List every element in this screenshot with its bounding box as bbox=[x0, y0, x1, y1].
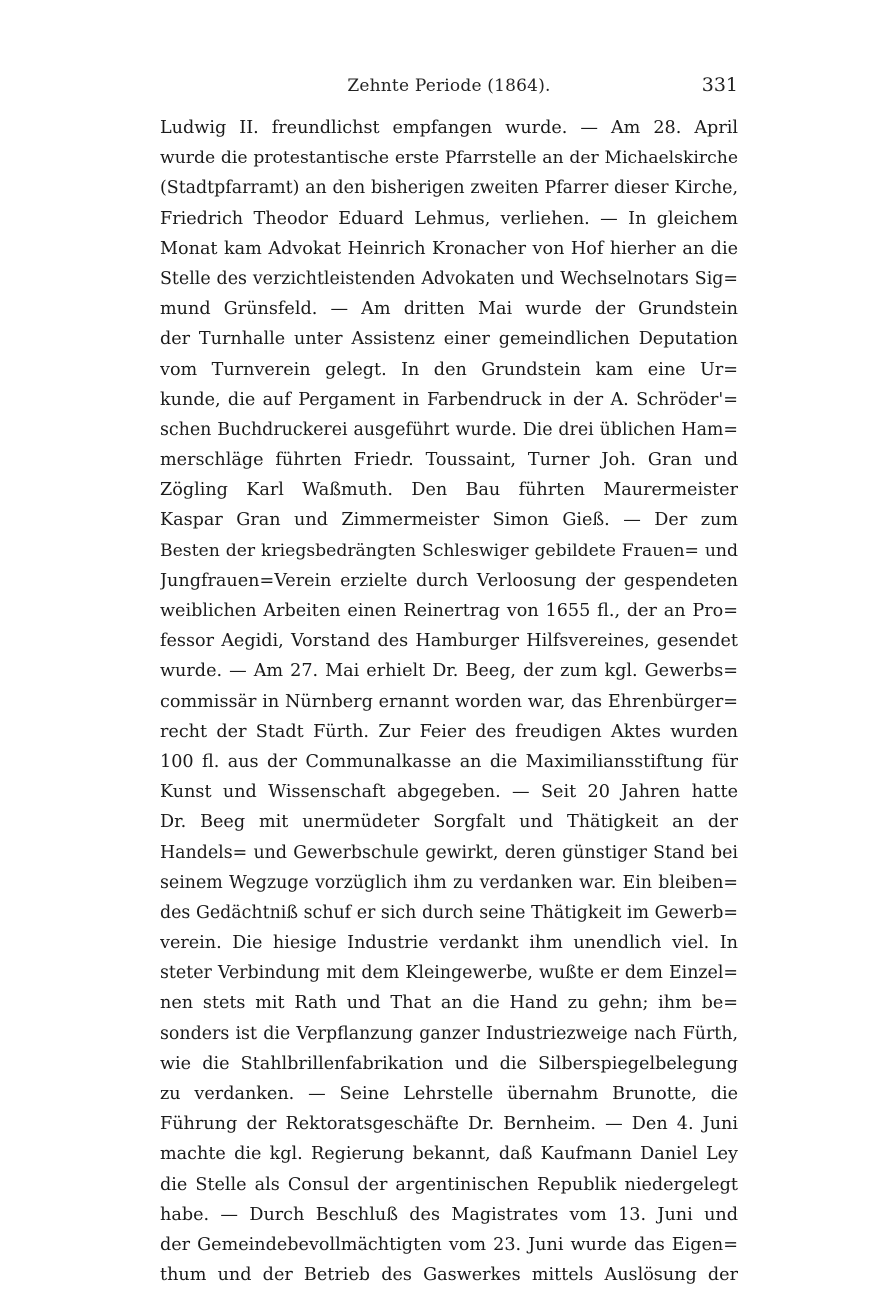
text-line: Monat kam Advokat Heinrich Kronacher von Hof hierher an die bbox=[160, 238, 738, 259]
text-line: vom Turnverein gelegt. In den Grundstein kam eine Ur= bbox=[160, 359, 738, 380]
text-line: verein. Die hiesige Industrie verdankt ihm unendlich viel. In bbox=[160, 933, 738, 954]
text-line: wurde die protestantische erste Pfarrstelle an der Michaelskirche bbox=[160, 148, 738, 169]
text-line: Ludwig II. freundlichst empfangen wurde. — Am 28. April bbox=[160, 118, 738, 138]
text-line: schen Buchdruckerei ausgeführt wurde. Die drei üblichen Ham= bbox=[160, 419, 738, 440]
text-line: Kunst und Wissenschaft abgegeben. — Seit 20 Jahren hatte bbox=[160, 782, 738, 803]
text-line: Kaspar Gran und Zimmermeister Simon Gieß. — Der zum bbox=[160, 510, 738, 531]
text-line: Stelle des verzichtleistenden Advokaten und Wechselnotars Sig= bbox=[160, 268, 738, 289]
text-line: machte die kgl. Regierung bekannt, daß Kaufmann Daniel Ley bbox=[160, 1144, 738, 1165]
text-line: wurde. — Am 27. Mai erhielt Dr. Beeg, der zum kgl. Gewerbs= bbox=[160, 661, 738, 682]
text-line: die Stelle als Consul der argentinischen Republik niedergelegt bbox=[160, 1174, 738, 1195]
text-line: commissär in Nürnberg ernannt worden war, das Ehrenbürger= bbox=[160, 691, 738, 712]
text-line: sonders ist die Verpflanzung ganzer Industriezweige nach Fürth, bbox=[160, 1023, 738, 1044]
text-line: 100 fl. aus der Communalkasse an die Maximiliansstiftung für bbox=[160, 751, 738, 772]
text-line: zu verdanken. — Seine Lehrstelle übernahm Brunotte, die bbox=[160, 1084, 738, 1104]
text-line: seinem Wegzuge vorzüglich ihm zu verdanken war. Ein bleiben= bbox=[160, 872, 738, 893]
text-line: Dr. Beeg mit unermüdeter Sorgfalt und Thätigkeit an der bbox=[160, 812, 738, 833]
text-line: fessor Aegidi, Vorstand des Hamburger Hilfsvereines, gesendet bbox=[160, 631, 738, 652]
text-line: Jungfrauen=Verein erzielte durch Verloosung der gespendeten bbox=[160, 570, 738, 591]
text-line: Handels= und Gewerbschule gewirkt, deren günstiger Stand bei bbox=[160, 842, 738, 863]
text-line: nen stets mit Rath und That an die Hand zu gehn; ihm be= bbox=[160, 993, 738, 1014]
text-line: mund Grünsfeld. — Am dritten Mai wurde der Grundstein bbox=[160, 299, 738, 320]
header-title: Zehnte Periode (1864). bbox=[347, 76, 551, 96]
text-line: Besten der kriegsbedrängten Schleswiger gebildete Frauen= und bbox=[160, 540, 738, 561]
text-line: der Gemeindebevollmächtigten vom 23. Juni wurde das Eigen= bbox=[160, 1234, 738, 1255]
text-line: merschläge führten Friedr. Toussaint, Turner Joh. Gran und bbox=[160, 450, 738, 471]
text-line: Friedrich Theodor Eduard Lehmus, verliehen. — In gleichem bbox=[160, 208, 738, 229]
text-line: habe. — Durch Beschluß des Magistrates vom 13. Juni und bbox=[160, 1204, 738, 1225]
text-line: steter Verbindung mit dem Kleingewerbe, wußte er dem Einzel= bbox=[160, 963, 738, 984]
text-line: Führung der Rektoratsgeschäfte Dr. Bernheim. — Den 4. Juni bbox=[160, 1114, 738, 1135]
page-number: 331 bbox=[701, 74, 738, 96]
text-line: der Turnhalle unter Assistenz einer gemeindlichen Deputation bbox=[160, 329, 738, 350]
text-line: (Stadtpfarramt) an den bisherigen zweiten Pfarrer dieser Kirche, bbox=[160, 178, 738, 199]
text-line: des Gedächtniß schuf er sich durch seine Thätigkeit im Gewerb= bbox=[160, 902, 738, 923]
text-line: kunde, die auf Pergament in Farbendruck in der A. Schröder'= bbox=[160, 389, 738, 410]
running-header bbox=[160, 74, 738, 104]
text-line: weiblichen Arbeiten einen Reinertrag von 1655 fl., der an Pro= bbox=[160, 601, 738, 621]
text-line: wie die Stahlbrillenfabrikation und die Silberspiegelbelegung bbox=[160, 1053, 738, 1074]
body-text bbox=[160, 113, 738, 1290]
text-line: Zögling Karl Waßmuth. Den Bau führten Maurermeister bbox=[160, 480, 738, 501]
text-line: recht der Stadt Fürth. Zur Feier des freudigen Aktes wurden bbox=[160, 721, 738, 742]
text-line: thum und der Betrieb des Gaswerkes mittels Auslösung der bbox=[160, 1265, 738, 1286]
